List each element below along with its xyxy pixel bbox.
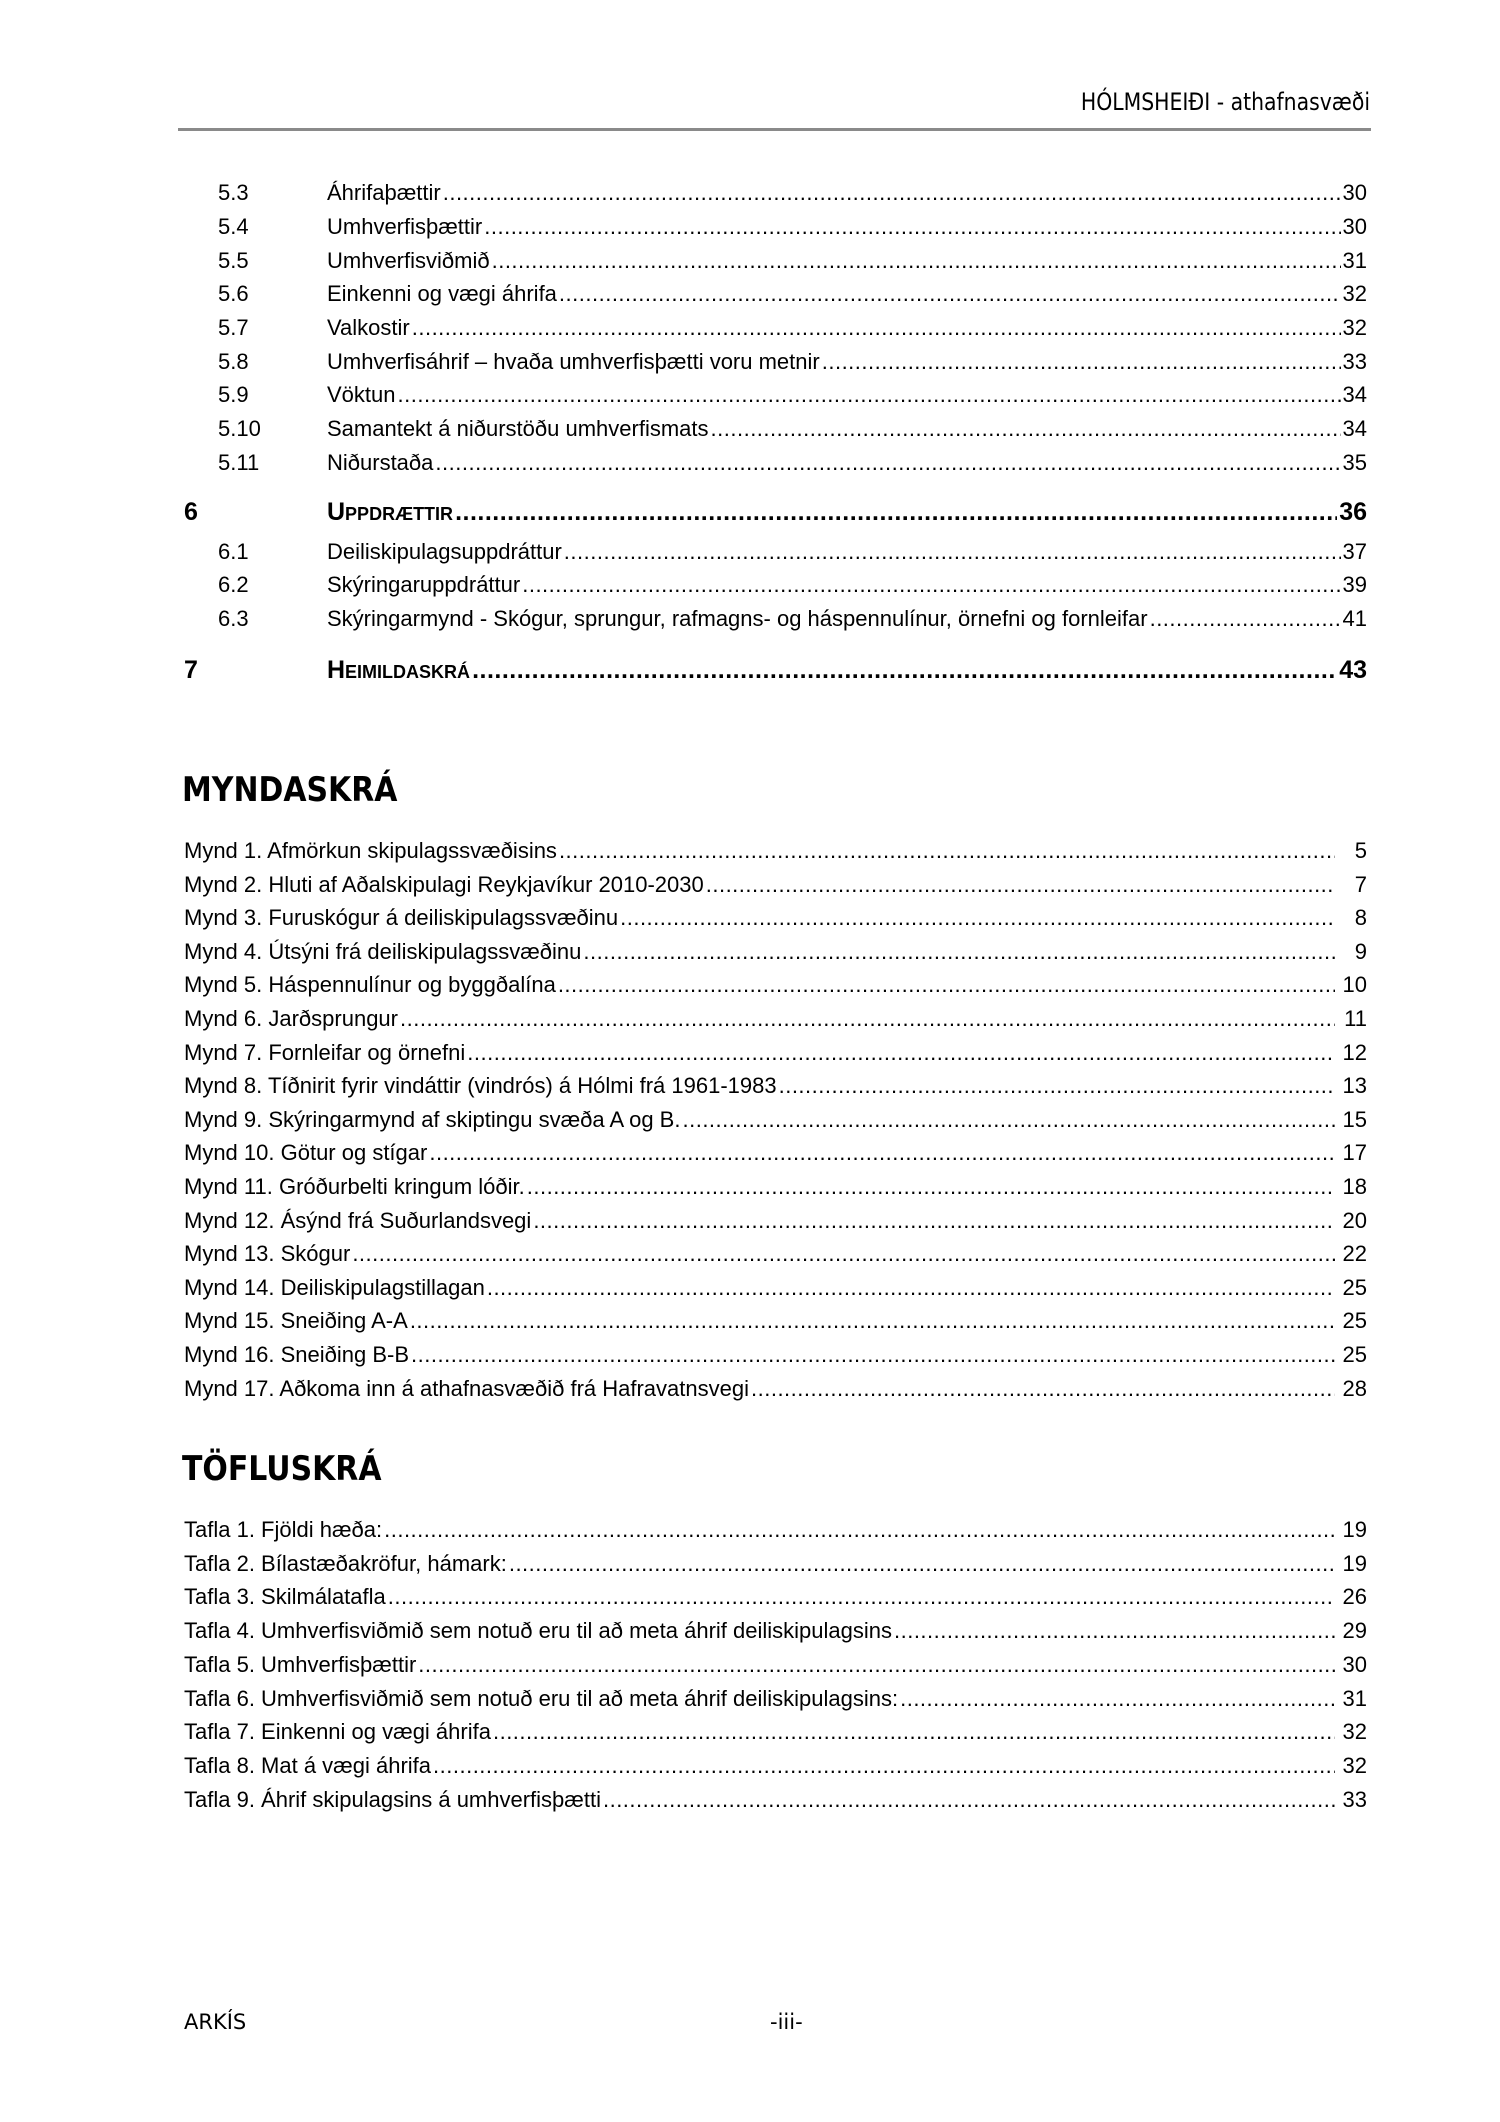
dot-leader (388, 1584, 1335, 1610)
toc-entry[interactable] (184, 248, 1367, 278)
dot-leader (583, 939, 1335, 965)
dot-leader (900, 1686, 1335, 1712)
entry-number: 5.6 (218, 281, 249, 306)
entry-number: 5.5 (218, 248, 249, 273)
entry-page: 7 (1354, 871, 1367, 897)
dot-leader (484, 214, 1340, 240)
running-header: HÓLMSHEIÐI - athafnasvæði (1080, 88, 1370, 116)
toc-entry[interactable] (184, 1517, 1367, 1547)
entry-page: 37 (1342, 539, 1367, 564)
entry-number: 5.7 (218, 315, 249, 340)
entry-number: 5.3 (218, 180, 249, 205)
toc-entry[interactable] (184, 416, 1367, 446)
entry-label: Skýringaruppdráttur (327, 572, 521, 597)
toc-entry[interactable] (184, 180, 1367, 210)
toc-entry[interactable] (184, 1652, 1367, 1682)
entry-label: Áhrifaþættir (327, 180, 441, 205)
dot-leader (603, 1787, 1335, 1813)
dot-leader (435, 450, 1340, 476)
toc-entry[interactable] (184, 382, 1367, 412)
toc-entry[interactable] (184, 1241, 1367, 1271)
dot-leader (559, 281, 1341, 307)
entry-page: 25 (1342, 1274, 1367, 1300)
entry-page: 35 (1342, 450, 1367, 475)
entry-page: 12 (1342, 1039, 1367, 1065)
entry-label: Mynd 16. Sneiðing B-B (184, 1342, 410, 1367)
dot-leader (384, 1517, 1335, 1543)
entry-label: Mynd 2. Hluti af Aðalskipulagi Reykjavíkur 2010-2030 (184, 871, 704, 897)
dot-leader (894, 1618, 1335, 1644)
toc-entry[interactable] (184, 838, 1367, 868)
dot-leader (822, 349, 1341, 375)
dot-leader (682, 1107, 1335, 1133)
toc-entry[interactable] (184, 905, 1367, 935)
dot-leader (418, 1652, 1335, 1678)
dot-leader (410, 1308, 1335, 1334)
entry-number: 6.1 (218, 539, 249, 564)
toc-entry[interactable] (184, 1073, 1367, 1103)
toc-entry[interactable] (184, 1006, 1367, 1036)
toc-entry[interactable] (184, 450, 1367, 480)
toc-entry[interactable] (184, 972, 1367, 1002)
toc-entry[interactable] (184, 939, 1367, 969)
toc-entry[interactable] (184, 1376, 1367, 1406)
entry-page: 25 (1342, 1308, 1367, 1334)
dot-leader (559, 838, 1335, 864)
entry-page: 43 (1339, 656, 1367, 684)
entry-number: 6.2 (218, 572, 249, 597)
toc-entry[interactable] (184, 1584, 1367, 1614)
entry-page: 32 (1342, 315, 1367, 340)
entry-label: Mynd 8. Tíðnirit fyrir vindáttir (vindrós) á Hólmi frá 1961-1983 (184, 1073, 777, 1099)
entry-page: 5 (1354, 838, 1367, 863)
footer-company: ARKÍS (184, 2010, 247, 2034)
entry-label: Mynd 7. Fornleifar og örnefni (184, 1039, 466, 1065)
entry-page: 32 (1342, 281, 1367, 306)
entry-page: 13 (1342, 1073, 1367, 1099)
dot-leader (706, 872, 1335, 898)
dot-leader (492, 248, 1341, 274)
toc-entry[interactable] (184, 1140, 1367, 1170)
entry-page: 30 (1342, 214, 1367, 239)
entry-page: 33 (1342, 349, 1367, 374)
entry-label: Tafla 2. Bílastæðakröfur, hámark: (184, 1550, 507, 1576)
toc-entry[interactable] (184, 1787, 1367, 1817)
dot-leader (527, 1174, 1335, 1200)
entry-label: Mynd 17. Aðkoma inn á athafnasvæðið frá Hafravatnsvegi (184, 1375, 749, 1401)
entry-label: Tafla 9. Áhrif skipulagsins á umhverfisþætti (184, 1786, 601, 1812)
dot-leader (1150, 606, 1341, 632)
toc-entry[interactable] (184, 1719, 1367, 1749)
entry-label: Mynd 10. Götur og stígar (184, 1140, 428, 1166)
dot-leader (564, 539, 1341, 565)
entry-label: Mynd 6. Jarðsprungur (184, 1006, 398, 1031)
entry-page: 11 (1344, 1006, 1367, 1031)
entry-label: Valkostir (327, 315, 410, 340)
entry-page: 22 (1342, 1241, 1367, 1267)
entry-label: Tafla 1. Fjöldi hæða: (184, 1517, 383, 1542)
entry-page: 30 (1342, 1651, 1367, 1677)
toc-entry[interactable] (184, 872, 1367, 902)
entry-page: 41 (1342, 606, 1367, 631)
toc-entry[interactable] (184, 315, 1367, 345)
entry-label: Mynd 12. Ásýnd frá Suðurlandsvegi (184, 1207, 532, 1233)
entry-label: Uppdrættir (327, 498, 454, 526)
entry-page: 9 (1354, 938, 1367, 964)
entry-page: 29 (1342, 1618, 1367, 1644)
entry-page: 26 (1342, 1584, 1367, 1610)
toc-entry[interactable] (184, 1275, 1367, 1305)
toc-entry[interactable] (184, 606, 1367, 636)
toc-entry[interactable] (184, 1107, 1367, 1137)
entry-number: 5.9 (218, 382, 249, 407)
entry-label: Vöktun (327, 382, 396, 407)
entry-label: Samantekt á niðurstöðu umhverfismats (327, 416, 709, 441)
dot-leader (400, 1006, 1335, 1032)
entry-label: Niðurstaða (327, 450, 434, 475)
entry-page: 18 (1342, 1174, 1367, 1199)
toc-entry[interactable] (184, 1618, 1367, 1648)
entry-number: 6 (184, 498, 198, 526)
entry-page: 10 (1342, 972, 1367, 998)
entry-page: 34 (1342, 382, 1367, 407)
dot-leader (455, 498, 1337, 527)
entry-number: 5.11 (218, 450, 260, 475)
toc-entry[interactable] (184, 214, 1367, 244)
dot-leader (411, 1342, 1335, 1368)
entry-label: Tafla 4. Umhverfisviðmið sem notuð eru til að meta áhrif deiliskipulagsins (184, 1618, 892, 1644)
dot-leader (467, 1040, 1335, 1066)
dot-leader (412, 315, 1341, 341)
entry-page: 20 (1342, 1207, 1367, 1233)
entry-label: Mynd 15. Sneiðing A-A (184, 1308, 408, 1334)
entry-page: 32 (1342, 1719, 1367, 1745)
toc-entry[interactable] (184, 572, 1367, 602)
entry-label: Heimildaskrá (327, 656, 471, 684)
toc-entry[interactable] (184, 539, 1367, 569)
entry-label: Einkenni og vægi áhrifa (327, 281, 557, 306)
entry-label: Mynd 13. Skógur (184, 1241, 351, 1267)
toc-entry[interactable] (184, 1174, 1367, 1204)
dot-leader (352, 1241, 1335, 1267)
dot-leader (711, 416, 1341, 442)
toc-entry[interactable] (184, 349, 1367, 379)
figures-heading: MYNDASKRÁ (182, 770, 398, 810)
entry-label: Tafla 8. Mat á vægi áhrifa (184, 1752, 432, 1778)
entry-label: Skýringarmynd - Skógur, sprungur, rafmagns- og háspennulínur, örnefni og fornleifar (327, 606, 1148, 631)
dot-leader (751, 1376, 1335, 1402)
dot-leader (429, 1140, 1335, 1166)
entry-page: 17 (1342, 1140, 1367, 1166)
entry-number: 5.10 (218, 416, 261, 441)
entry-label: Mynd 1. Afmörkun skipulagssvæðisins (184, 838, 557, 863)
dot-leader (493, 1719, 1335, 1745)
entry-label: Tafla 3. Skilmálatafla (184, 1584, 386, 1610)
footer-page-number: -iii- (770, 2010, 803, 2034)
header-rule (178, 128, 1371, 131)
toc-entry[interactable] (184, 1208, 1367, 1238)
entry-page: 39 (1342, 572, 1367, 597)
entry-label: Tafla 6. Umhverfisviðmið sem notuð eru til að meta áhrif deiliskipulagsins: (184, 1685, 899, 1711)
entry-page: 28 (1342, 1375, 1367, 1401)
entry-label: Mynd 9. Skýringarmynd af skiptingu svæða A og B. (184, 1106, 681, 1132)
entry-label: Umhverfisáhrif – hvaða umhverfisþætti voru metnir (327, 349, 820, 374)
entry-number: 7 (184, 656, 198, 684)
entry-page: 19 (1342, 1550, 1367, 1576)
entry-label: Tafla 7. Einkenni og vægi áhrifa (184, 1719, 491, 1745)
dot-leader (398, 382, 1341, 408)
tables-heading: TÖFLUSKRÁ (182, 1449, 382, 1489)
dot-leader (509, 1551, 1335, 1577)
dot-leader (433, 1753, 1335, 1779)
entry-number: 6.3 (218, 606, 249, 631)
toc-entry[interactable] (184, 1686, 1367, 1716)
dot-leader (443, 180, 1341, 206)
dot-leader (522, 572, 1340, 598)
toc-entry[interactable] (184, 1040, 1367, 1070)
entry-page: 31 (1342, 1685, 1367, 1711)
entry-label: Mynd 11. Gróðurbelti kringum lóðir. (184, 1174, 525, 1199)
toc-entry[interactable] (184, 281, 1367, 311)
entry-label: Deiliskipulagsuppdráttur (327, 539, 562, 564)
entry-page: 30 (1342, 180, 1367, 205)
entry-page: 36 (1339, 498, 1367, 526)
dot-leader (487, 1275, 1335, 1301)
entry-page: 34 (1342, 416, 1367, 441)
dot-leader (472, 656, 1337, 685)
entry-label: Tafla 5. Umhverfisþættir (184, 1651, 417, 1677)
entry-page: 32 (1342, 1752, 1367, 1778)
entry-page: 33 (1342, 1786, 1367, 1812)
dot-leader (779, 1073, 1335, 1099)
toc-entry[interactable] (184, 1308, 1367, 1338)
entry-number: 5.8 (218, 349, 249, 374)
entry-page: 15 (1342, 1106, 1367, 1132)
entry-label: Umhverfisviðmið (327, 248, 490, 273)
toc-entry[interactable] (184, 1342, 1367, 1372)
entry-label: Mynd 3. Furuskógur á deiliskipulagssvæðinu (184, 905, 619, 931)
toc-entry[interactable] (184, 498, 1367, 528)
entry-label: Mynd 5. Háspennulínur og byggðalína (184, 972, 556, 998)
dot-leader (558, 972, 1335, 998)
toc-entry[interactable] (184, 1753, 1367, 1783)
entry-page: 8 (1354, 905, 1367, 931)
entry-page: 25 (1342, 1342, 1367, 1367)
toc-entry[interactable] (184, 1551, 1367, 1581)
toc-entry[interactable] (184, 656, 1367, 686)
dot-leader (620, 905, 1335, 931)
entry-label: Mynd 4. Útsýni frá deiliskipulagssvæðinu (184, 938, 582, 964)
entry-number: 5.4 (218, 214, 249, 239)
dot-leader (533, 1208, 1335, 1234)
entry-page: 31 (1342, 248, 1367, 273)
entry-label: Umhverfisþættir (327, 214, 483, 239)
entry-label: Mynd 14. Deiliskipulagstillagan (184, 1274, 485, 1300)
entry-page: 19 (1342, 1517, 1367, 1542)
